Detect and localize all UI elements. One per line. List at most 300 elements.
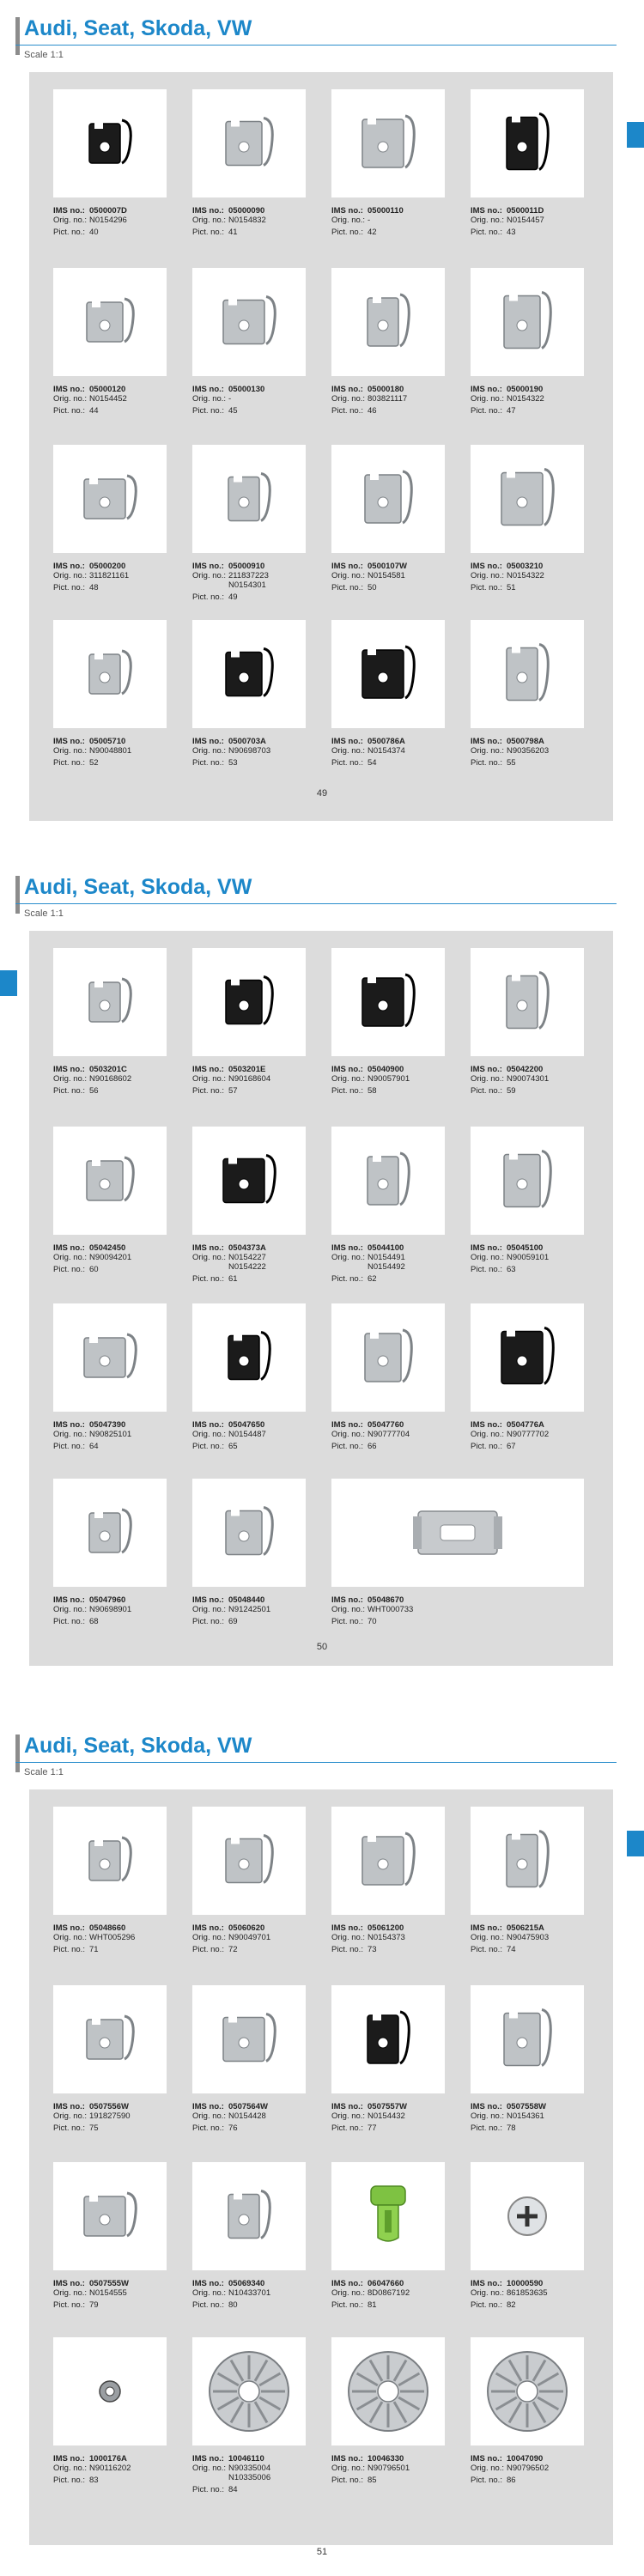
- title-block: [24, 874, 252, 900]
- product-image-card[interactable]: [192, 1985, 306, 2093]
- ims-label: IMS no.:: [471, 2279, 502, 2288]
- speed-nut-black-icon: [192, 1303, 306, 1412]
- star-washer-icon: [471, 2337, 584, 2445]
- orig-row: [192, 394, 321, 404]
- ims-number: 05047960: [89, 1595, 126, 1605]
- ims-row: [331, 206, 460, 216]
- orig-label: Orig. no.:: [471, 2111, 505, 2121]
- orig-number: N90094201: [89, 1253, 132, 1262]
- product-image-card[interactable]: [53, 2337, 167, 2445]
- orig-row: [331, 216, 460, 225]
- orig-row: [471, 2464, 599, 2473]
- product-image-card[interactable]: [53, 2162, 167, 2270]
- ims-row: [471, 2454, 599, 2464]
- product-image-card[interactable]: [192, 268, 306, 376]
- pict-number: 64: [89, 1442, 99, 1451]
- speed-nut-silver-icon: [471, 620, 584, 728]
- ims-number: 0504373A: [228, 1243, 266, 1253]
- title-underline: [15, 1762, 617, 1763]
- speed-nut-silver-icon: [331, 1303, 445, 1412]
- ims-row: [192, 737, 321, 746]
- orig-row: [192, 571, 321, 580]
- orig-number: 8D0867192: [368, 2288, 410, 2298]
- product-image-card[interactable]: [331, 1985, 445, 2093]
- ims-number: 05040900: [368, 1065, 404, 1074]
- orig-number: N0154581: [368, 571, 405, 580]
- pict-label: Pict. no.:: [331, 1274, 363, 1284]
- ims-number: 05047650: [228, 1420, 265, 1430]
- orig-label: Orig. no.:: [53, 2464, 88, 2473]
- pict-label: Pict. no.:: [192, 1274, 224, 1284]
- orig-number: N0154227: [228, 1253, 266, 1262]
- star-washer-icon: [331, 2337, 445, 2445]
- orig-row: [331, 2288, 460, 2298]
- orig-row: [331, 571, 460, 580]
- product-info: [53, 206, 182, 237]
- pict-label: Pict. no.:: [192, 1086, 224, 1096]
- orig-number: N90698901: [89, 1605, 132, 1614]
- title-block: [24, 1733, 252, 1759]
- pict-row: [331, 1086, 460, 1096]
- orig-number: 191827590: [89, 2111, 131, 2121]
- ims-row: [471, 385, 599, 394]
- ims-number: 0500798A: [507, 737, 544, 746]
- ims-number: 0503201C: [89, 1065, 127, 1074]
- scale-label: Scale 1:1: [24, 908, 64, 919]
- pict-row: [53, 2300, 182, 2310]
- pict-row: [331, 1274, 460, 1284]
- orig-number: N10335006: [228, 2473, 271, 2482]
- ims-number: 05042450: [89, 1243, 126, 1253]
- title-accent-bar: [15, 876, 20, 914]
- pict-label: Pict. no.:: [192, 2123, 224, 2133]
- ims-number: 05000130: [228, 385, 265, 394]
- orig-row: [471, 1933, 599, 1942]
- product-info: [53, 1243, 182, 1274]
- pict-row: [331, 1442, 460, 1451]
- speed-nut-black-icon: [331, 1985, 445, 2093]
- ims-label: IMS no.:: [471, 2102, 502, 2111]
- product-info: [53, 1595, 182, 1626]
- product-info: [192, 385, 321, 416]
- orig-row: [192, 1605, 321, 1614]
- ims-number: 05060620: [228, 1923, 265, 1933]
- orig-number: N0154555: [89, 2288, 127, 2298]
- ims-row: [331, 2102, 460, 2111]
- product-image-card[interactable]: [331, 1127, 445, 1235]
- pict-number: 57: [228, 1086, 238, 1096]
- ims-label: IMS no.:: [331, 2454, 363, 2464]
- product-info: [53, 2454, 182, 2485]
- product-image-card[interactable]: [331, 1807, 445, 1915]
- ims-row: [53, 2454, 182, 2464]
- ims-label: IMS no.:: [192, 1595, 224, 1605]
- ims-number: 05042200: [507, 1065, 544, 1074]
- orig-row: [192, 1074, 321, 1084]
- orig-label: Orig. no.:: [53, 2111, 88, 2121]
- ims-number: 05000110: [368, 206, 404, 216]
- product-image-card[interactable]: [471, 1303, 584, 1412]
- pict-row: [471, 2476, 599, 2485]
- orig-label: Orig. no.:: [192, 2464, 227, 2473]
- ims-number: 0507558W: [507, 2102, 546, 2111]
- ims-number: 06047660: [368, 2279, 404, 2288]
- pict-number: 66: [368, 1442, 377, 1451]
- pict-row: [471, 1945, 599, 1954]
- ims-label: IMS no.:: [53, 2279, 85, 2288]
- orig-number: -: [228, 394, 232, 404]
- product-image-card[interactable]: [192, 2337, 306, 2445]
- product-image-card[interactable]: [331, 445, 445, 553]
- pict-number: 76: [228, 2123, 238, 2133]
- pict-number: 52: [89, 758, 99, 768]
- ims-row: [471, 206, 599, 216]
- orig-number: N0154491: [368, 1253, 405, 1262]
- product-image-card[interactable]: [192, 620, 306, 728]
- speed-nut-silver-icon: [471, 1127, 584, 1235]
- pict-number: 71: [89, 1945, 99, 1954]
- product-image-card[interactable]: [331, 2337, 445, 2445]
- pict-number: 72: [228, 1945, 238, 1954]
- product-image-card[interactable]: [471, 948, 584, 1056]
- speed-nut-silver-icon: [471, 1807, 584, 1915]
- product-image-card[interactable]: [331, 620, 445, 728]
- pict-row: [331, 228, 460, 237]
- pict-label: Pict. no.:: [192, 228, 224, 237]
- orig-label: Orig. no.:: [53, 2288, 88, 2298]
- product-image-card[interactable]: [331, 89, 445, 197]
- product-info: [331, 1065, 460, 1096]
- orig-number: N90074301: [507, 1074, 550, 1084]
- product-image-card[interactable]: [192, 2162, 306, 2270]
- orig-label: Orig. no.:: [192, 1074, 227, 1084]
- orig-number: N90116202: [89, 2464, 131, 2473]
- ims-row: [192, 1595, 321, 1605]
- product-image-card[interactable]: [331, 268, 445, 376]
- title-block: [24, 15, 252, 41]
- orig-row: [53, 1430, 182, 1439]
- orig-label: Orig. no.:: [331, 1605, 366, 1614]
- product-image-card[interactable]: [331, 1479, 584, 1587]
- orig-number: N0154487: [228, 1430, 266, 1439]
- speed-nut-black-icon: [192, 1127, 306, 1235]
- pict-number: 49: [228, 592, 238, 602]
- pict-number: 85: [368, 2476, 377, 2485]
- speed-nut-silver-icon: [471, 948, 584, 1056]
- orig-row: [331, 1430, 460, 1439]
- speed-nut-silver-icon: [192, 268, 306, 376]
- product-image-card[interactable]: [192, 1127, 306, 1235]
- speed-nut-silver-icon: [331, 89, 445, 197]
- orig-row: [331, 2464, 460, 2473]
- ims-row: [192, 1243, 321, 1253]
- ims-row: [53, 1065, 182, 1074]
- speed-nut-silver-icon: [192, 1807, 306, 1915]
- pict-row: [53, 1617, 182, 1626]
- ims-number: 05069340: [228, 2279, 265, 2288]
- ims-number: 0500786A: [368, 737, 405, 746]
- product-image-card[interactable]: [53, 1807, 167, 1915]
- orig-label: Orig. no.:: [331, 2111, 366, 2121]
- product-image-card[interactable]: [53, 620, 167, 728]
- orig-row: [53, 216, 182, 225]
- orig-number: N0154374: [368, 746, 405, 756]
- product-info: [471, 2454, 599, 2485]
- orig-row: [192, 1262, 321, 1272]
- ims-row: [53, 2102, 182, 2111]
- speed-nut-silver-icon: [53, 620, 167, 728]
- pict-label: Pict. no.:: [53, 228, 85, 237]
- product-image-card[interactable]: [192, 89, 306, 197]
- product-image-card[interactable]: [471, 89, 584, 197]
- product-image-card[interactable]: [53, 445, 167, 553]
- product-image-card[interactable]: [192, 1807, 306, 1915]
- product-info: [331, 1595, 460, 1626]
- product-image-card[interactable]: [331, 1303, 445, 1412]
- ims-row: [53, 1595, 182, 1605]
- product-image-card[interactable]: [53, 1985, 167, 2093]
- ims-row: [471, 562, 599, 571]
- pict-label: Pict. no.:: [331, 1442, 363, 1451]
- product-image-card[interactable]: [53, 268, 167, 376]
- product-info: [471, 1923, 599, 1954]
- pict-row: [53, 1086, 182, 1096]
- product-image-card[interactable]: [53, 89, 167, 197]
- pict-row: [331, 406, 460, 416]
- orig-label: Orig. no.:: [53, 1933, 88, 1942]
- orig-label: Orig. no.:: [471, 1430, 505, 1439]
- speed-nut-silver-icon: [471, 445, 584, 553]
- ims-label: IMS no.:: [53, 737, 85, 746]
- ims-number: 0500011D: [507, 206, 544, 216]
- round-push-clip-icon: [471, 2162, 584, 2270]
- orig-number: N0154222: [228, 1262, 266, 1272]
- pict-number: 61: [228, 1274, 238, 1284]
- speed-nut-silver-icon: [53, 1127, 167, 1235]
- ims-label: IMS no.:: [53, 2102, 85, 2111]
- orig-label: Orig. no.:: [192, 746, 227, 756]
- pict-number: 56: [89, 1086, 99, 1096]
- pict-label: Pict. no.:: [331, 2300, 363, 2310]
- pict-number: 75: [89, 2123, 99, 2133]
- ims-label: IMS no.:: [471, 385, 502, 394]
- ims-row: [331, 1923, 460, 1933]
- page-number: 51: [316, 2547, 328, 2557]
- product-image-card[interactable]: [471, 2337, 584, 2445]
- speed-nut-black-icon: [331, 948, 445, 1056]
- catalog-page: [0, 1717, 644, 2576]
- ims-label: IMS no.:: [471, 2454, 502, 2464]
- orig-label: Orig. no.:: [471, 394, 505, 404]
- orig-row: [53, 571, 182, 580]
- pict-label: Pict. no.:: [331, 1945, 363, 1954]
- pict-label: Pict. no.:: [53, 758, 85, 768]
- product-image-card[interactable]: [471, 445, 584, 553]
- product-image-card[interactable]: [192, 1479, 306, 1587]
- orig-label: Orig. no.:: [192, 394, 227, 404]
- ims-row: [331, 1595, 460, 1605]
- ims-number: 0507555W: [89, 2279, 129, 2288]
- ims-label: IMS no.:: [53, 1065, 85, 1074]
- ims-label: IMS no.:: [471, 1923, 502, 1933]
- product-info: [471, 1420, 599, 1451]
- pict-label: Pict. no.:: [471, 228, 502, 237]
- speed-nut-silver-icon: [53, 268, 167, 376]
- orig-number: N90796501: [368, 2464, 410, 2473]
- orig-row: [192, 2473, 321, 2482]
- ims-number: 05061200: [368, 1923, 404, 1933]
- orig-label: Orig. no.:: [53, 1430, 88, 1439]
- ims-row: [331, 385, 460, 394]
- speed-nut-silver-icon: [53, 445, 167, 553]
- pict-number: 78: [507, 2123, 516, 2133]
- pict-number: 74: [507, 1945, 516, 1954]
- pict-row: [331, 2123, 460, 2133]
- pict-row: [331, 1617, 460, 1626]
- ims-number: 10046110: [228, 2454, 264, 2464]
- pict-row: [53, 1442, 182, 1451]
- orig-row: [53, 1605, 182, 1614]
- product-image-card[interactable]: [471, 1985, 584, 2093]
- speed-nut-black-icon: [471, 89, 584, 197]
- product-info: [192, 2454, 321, 2494]
- ims-label: IMS no.:: [331, 206, 363, 216]
- product-image-card[interactable]: [471, 1127, 584, 1235]
- orig-row: [53, 2464, 182, 2473]
- orig-label: Orig. no.:: [471, 1074, 505, 1084]
- ims-row: [192, 2279, 321, 2288]
- orig-row: [471, 2111, 599, 2121]
- ims-label: IMS no.:: [331, 1923, 363, 1933]
- speed-nut-silver-icon: [53, 1807, 167, 1915]
- orig-number: WHT005296: [89, 1933, 136, 1942]
- product-image-card[interactable]: [53, 1479, 167, 1587]
- product-image-card[interactable]: [331, 948, 445, 1056]
- product-info: [192, 2102, 321, 2133]
- pict-number: 43: [507, 228, 516, 237]
- pict-label: Pict. no.:: [331, 583, 363, 592]
- pict-label: Pict. no.:: [471, 406, 502, 416]
- product-image-card[interactable]: [53, 1303, 167, 1412]
- orig-row: [331, 1074, 460, 1084]
- ims-label: IMS no.:: [471, 737, 502, 746]
- pict-label: Pict. no.:: [53, 1945, 85, 1954]
- orig-label: Orig. no.:: [331, 2464, 366, 2473]
- ims-row: [471, 2279, 599, 2288]
- pict-number: 60: [89, 1265, 99, 1274]
- ims-label: IMS no.:: [53, 1923, 85, 1933]
- ims-number: 10000590: [507, 2279, 544, 2288]
- ims-row: [471, 1923, 599, 1933]
- pict-number: 58: [368, 1086, 377, 1096]
- product-info: [53, 2102, 182, 2133]
- product-info: [331, 1923, 460, 1954]
- ims-row: [53, 562, 182, 571]
- orig-label: Orig. no.:: [471, 571, 505, 580]
- pict-label: Pict. no.:: [471, 1945, 502, 1954]
- ims-label: IMS no.:: [471, 206, 502, 216]
- pict-number: 41: [228, 228, 238, 237]
- orig-label: Orig. no.:: [331, 746, 366, 756]
- ims-label: IMS no.:: [471, 1420, 502, 1430]
- product-image-card[interactable]: [192, 1303, 306, 1412]
- orig-label: Orig. no.:: [471, 2288, 505, 2298]
- pict-number: 40: [89, 228, 99, 237]
- pict-row: [471, 583, 599, 592]
- ims-row: [192, 1420, 321, 1430]
- pict-label: Pict. no.:: [192, 1945, 224, 1954]
- pict-label: Pict. no.:: [53, 406, 85, 416]
- orig-number: N90048801: [89, 746, 132, 756]
- product-image-card[interactable]: [53, 1127, 167, 1235]
- pict-number: 63: [507, 1265, 516, 1274]
- product-image-card[interactable]: [192, 445, 306, 553]
- orig-label: Orig. no.:: [192, 571, 227, 580]
- pict-label: Pict. no.:: [471, 1265, 502, 1274]
- product-image-card[interactable]: [471, 1807, 584, 1915]
- ims-number: 05047760: [368, 1420, 404, 1430]
- pict-number: 70: [368, 1617, 377, 1626]
- orig-row: [331, 746, 460, 756]
- ims-row: [53, 206, 182, 216]
- product-info: [53, 562, 182, 592]
- ims-row: [53, 2279, 182, 2288]
- speed-nut-silver-icon: [331, 268, 445, 376]
- product-info: [471, 2279, 599, 2310]
- pict-row: [192, 228, 321, 237]
- pict-row: [331, 2300, 460, 2310]
- product-image-card[interactable]: [192, 948, 306, 1056]
- product-image-card[interactable]: [471, 620, 584, 728]
- product-info: [331, 737, 460, 768]
- orig-row: [192, 580, 321, 590]
- pict-label: Pict. no.:: [471, 1086, 502, 1096]
- orig-row: [53, 394, 182, 404]
- pict-row: [53, 1945, 182, 1954]
- pict-number: 42: [368, 228, 377, 237]
- product-info: [331, 2454, 460, 2485]
- orig-label: Orig. no.:: [331, 1430, 366, 1439]
- ims-row: [331, 1243, 460, 1253]
- ims-label: IMS no.:: [53, 385, 85, 394]
- pict-number: 54: [368, 758, 377, 768]
- ims-row: [53, 1420, 182, 1430]
- pict-label: Pict. no.:: [53, 1442, 85, 1451]
- pict-row: [471, 2300, 599, 2310]
- product-info: [331, 385, 460, 416]
- product-info: [471, 562, 599, 592]
- ims-number: 05044100: [368, 1243, 404, 1253]
- speed-nut-silver-icon: [53, 1985, 167, 2093]
- orig-number: N0154457: [507, 216, 544, 225]
- product-image-card[interactable]: [331, 2162, 445, 2270]
- page-title: Audi, Seat, Skoda, VW: [24, 16, 252, 40]
- product-image-card[interactable]: [471, 268, 584, 376]
- orig-number: N0154452: [89, 394, 127, 404]
- ims-number: 05000200: [89, 562, 126, 571]
- ims-label: IMS no.:: [192, 1420, 224, 1430]
- product-image-card[interactable]: [471, 2162, 584, 2270]
- ims-label: IMS no.:: [331, 562, 363, 571]
- product-image-card[interactable]: [53, 948, 167, 1056]
- pict-label: Pict. no.:: [471, 2300, 502, 2310]
- pict-label: Pict. no.:: [53, 1086, 85, 1096]
- product-info: [53, 737, 182, 768]
- pict-row: [53, 583, 182, 592]
- page-title: Audi, Seat, Skoda, VW: [24, 875, 252, 899]
- orig-label: Orig. no.:: [471, 2464, 505, 2473]
- ims-row: [192, 2102, 321, 2111]
